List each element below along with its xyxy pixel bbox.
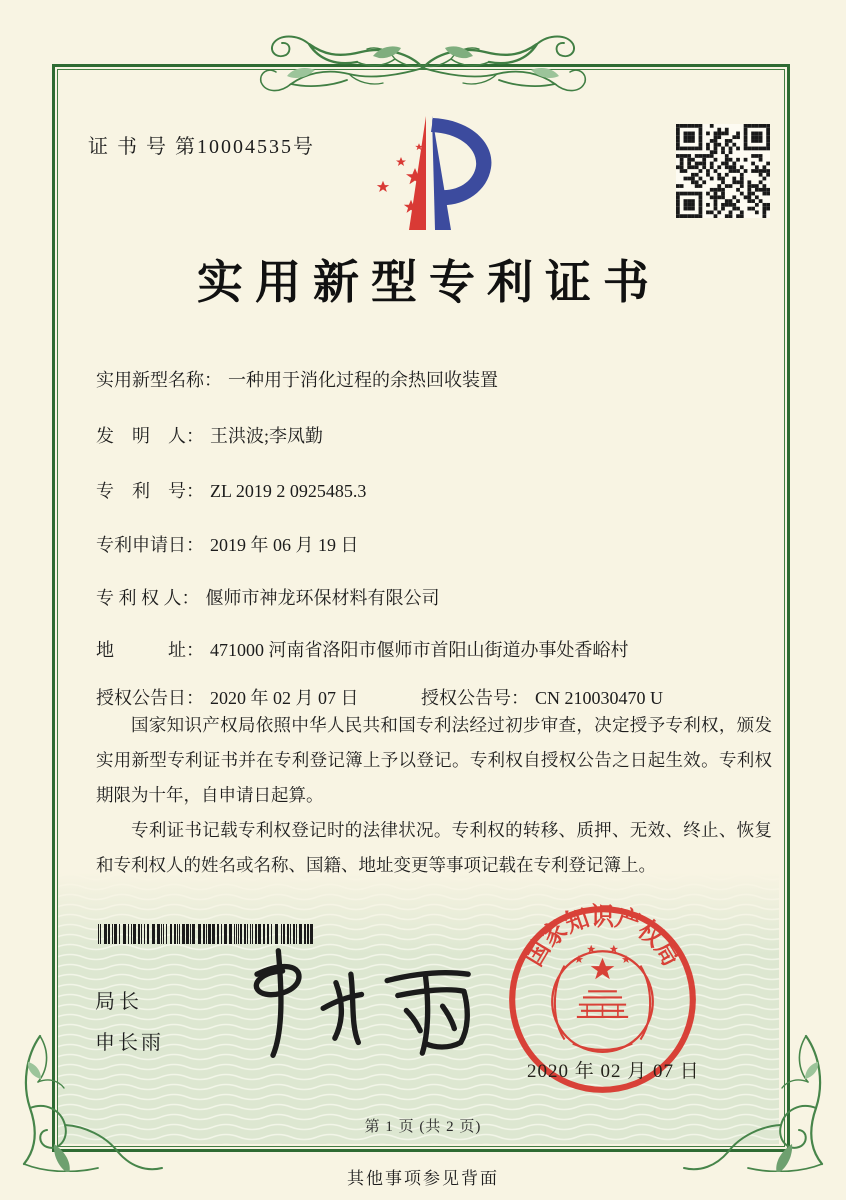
officer-signature-icon [225, 942, 481, 1064]
green-scroll-ornament-icon [253, 22, 593, 106]
back-note: 其他事项参见背面 [347, 1169, 499, 1188]
field-label: 授权公告日： [96, 688, 204, 708]
field-value: ZL 2019 2 0925485.3 [210, 481, 367, 501]
officer-name: 申长雨 [95, 1032, 164, 1054]
field-grant-date [96, 684, 663, 710]
field-label: 地 址： [96, 640, 204, 660]
qr-code-icon [676, 124, 770, 218]
seal-date: 2020 年 02 月 07 日 [527, 1061, 700, 1082]
seal-text: 国家知识产权局 [518, 902, 688, 973]
green-floral-flourish-icon [14, 1032, 164, 1172]
field-grant-number [421, 688, 663, 708]
field-value: 王洪波;李凤勤 [210, 426, 324, 446]
field-utility-model-name [96, 366, 498, 392]
field-label: 专 利 号： [96, 481, 204, 501]
field-label: 专利申请日： [96, 535, 204, 555]
field-label: 发 明 人： [96, 426, 204, 446]
cnipa-patent-logo-icon [352, 110, 502, 236]
field-value: 471000 河南省洛阳市偃师市首阳山街道办事处香峪村 [210, 640, 629, 660]
field-value: 一种用于消化过程的余热回收装置 [228, 370, 498, 390]
legal-text [96, 708, 772, 883]
legal-paragraph: 国家知识产权局依照中华人民共和国专利法经过初步审查，决定授予专利权，颁发实用新型专利证书并在专利登记簿上予以登记。专利权自授权公告之日起生效。专利权期限为十年，自申请日起算。 [96, 715, 772, 805]
legal-paragraph: 专利证书记载专利权登记时的法律状况。专利权的转移、质押、无效、终止、恢复和专利权人的姓名或名称、国籍、地址变更等事项记载在专利登记簿上。 [96, 820, 772, 875]
page-number: 第 1 页 (共 2 页) [364, 1119, 482, 1135]
certificate-number: 证 书 号 第10004535号 [88, 136, 315, 158]
field-patentee [96, 584, 440, 610]
field-value: CN 210030470 U [535, 688, 664, 708]
field-label: 专 利 权 人： [96, 588, 200, 608]
field-address [96, 636, 629, 662]
field-filing-date [96, 531, 359, 557]
green-floral-flourish-icon [682, 1032, 832, 1172]
officer-title: 局长 [95, 991, 143, 1013]
field-value: 2019 年 06 月 19 日 [210, 535, 359, 555]
certificate-title: 实用新型专利证书 [197, 257, 661, 308]
field-label: 授权公告号： [421, 688, 529, 708]
field-value: 2020 年 02 月 07 日 [210, 688, 359, 708]
field-patent-number [96, 477, 366, 503]
barcode-icon [98, 924, 314, 944]
field-value: 偃师市神龙环保材料有限公司 [205, 588, 440, 608]
field-inventors [96, 422, 323, 448]
field-label: 实用新型名称： [96, 370, 222, 390]
